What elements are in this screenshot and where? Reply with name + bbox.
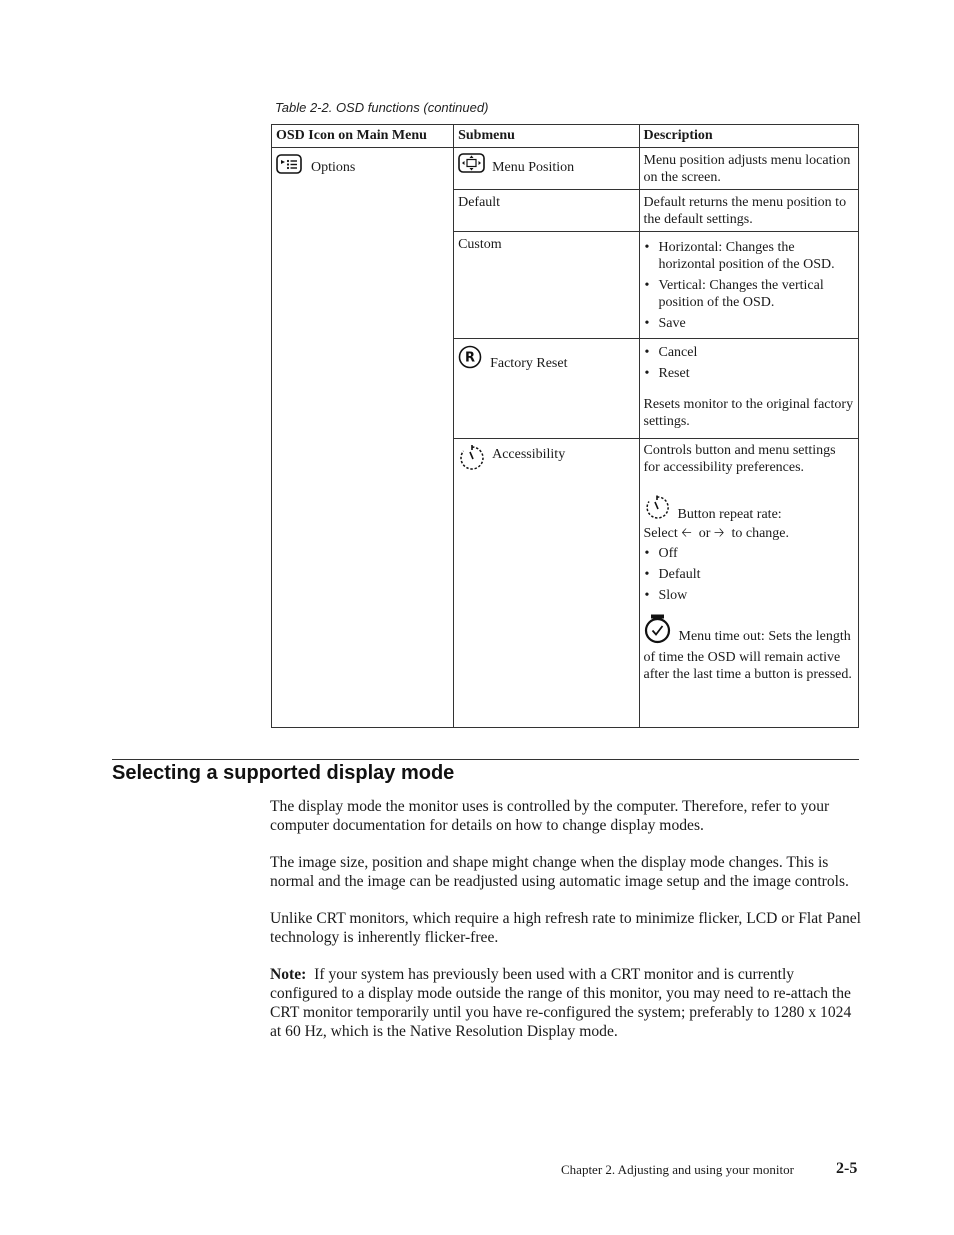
- section-divider: [112, 759, 859, 760]
- table-row: [272, 148, 859, 190]
- reset-options-list: [644, 344, 855, 382]
- select-mid: or: [698, 526, 711, 541]
- options-label: Options: [311, 160, 356, 175]
- description-text: Default returns the menu position to the default settings.: [643, 195, 847, 227]
- header-osd-icon: OSD Icon on Main Menu: [272, 125, 454, 148]
- table-caption: Table 2-2. OSD functions (continued): [275, 100, 489, 115]
- paragraph: Unlike CRT monitors, which require a high refresh rate to minimize flicker, LCD or Flat Panel technology is inherently flicker-free.: [270, 910, 862, 946]
- paragraph: The display mode the monitor uses is controlled by the computer. Therefore, refer to your computer documentation for details on how to change display modes.: [270, 798, 830, 834]
- menu-timeout-block: [644, 614, 855, 683]
- list-item: • Cancel: [644, 344, 855, 361]
- description-cell: [639, 339, 859, 439]
- menu-timeout-icon: [644, 614, 671, 649]
- main-menu-cell: [272, 148, 454, 728]
- button-repeat-icon: [644, 495, 670, 525]
- list-item: • Horizontal: Changes the horizontal position of the OSD.: [644, 239, 855, 273]
- note-paragraph: [270, 965, 862, 1041]
- description-cell: [639, 232, 859, 339]
- description-cell: [639, 190, 859, 232]
- header-description: Description: [639, 125, 859, 148]
- options-icon: [276, 154, 302, 179]
- table-header-row: [272, 125, 859, 148]
- select-instruction: [644, 525, 855, 542]
- description-text: Resets monitor to the original factory settings.: [643, 397, 854, 429]
- accessibility-icon: [458, 444, 486, 475]
- repeat-rate-list: [644, 545, 855, 604]
- submenu-cell: [454, 232, 639, 339]
- list-item: • Save: [644, 315, 855, 332]
- description-text: Controls button and menu settings for accessibility preferences.: [643, 443, 836, 475]
- arrow-left-icon: 🡠: [681, 526, 692, 541]
- factory-reset-icon: [458, 345, 482, 374]
- submenu-cell: [454, 148, 639, 190]
- footer-chapter: Chapter 2. Adjusting and using your monitor: [561, 1162, 794, 1177]
- section-title: Selecting a supported display mode: [112, 762, 455, 784]
- note-text: If your system has previously been used with a CRT monitor and is currently configured to a display mode outside the range of this monitor, you may need to re-attach the CRT monitor temporarily until you have re-configured the system; preferably to 1280 x 1024 at 60 Hz, which is the Native Resolution Display mode.: [270, 966, 852, 1040]
- submenu-label: Custom: [458, 237, 502, 252]
- section-body: [270, 797, 862, 1059]
- svg-text:R: R: [465, 350, 476, 366]
- list-item: • Slow: [644, 587, 855, 604]
- osd-functions-table: [271, 124, 859, 728]
- list-item: • Vertical: Changes the vertical position of the OSD.: [644, 277, 855, 311]
- submenu-label: Factory Reset: [490, 356, 568, 371]
- select-pre: Select: [643, 526, 678, 541]
- description-text: Menu position adjusts menu location on the screen.: [643, 153, 851, 185]
- submenu-cell: [454, 439, 639, 728]
- submenu-cell: [454, 190, 639, 232]
- custom-options-list: [644, 239, 855, 332]
- header-submenu: Submenu: [454, 125, 639, 148]
- arrow-right-icon: 🡢: [713, 526, 725, 541]
- submenu-label: Menu Position: [492, 160, 575, 175]
- button-repeat-label: Button repeat rate:: [677, 507, 782, 522]
- submenu-label: Accessibility: [492, 447, 566, 462]
- menu-timeout-text: Menu time out: Sets the length of time the OSD will remain active after the last time a button is pressed.: [643, 629, 852, 682]
- submenu-label: Default: [458, 195, 501, 210]
- description-cell: [639, 439, 859, 728]
- select-post: to change.: [731, 526, 789, 541]
- page-number: 2-5: [836, 1160, 858, 1177]
- submenu-cell: [454, 339, 639, 439]
- note-label: Note:: [270, 966, 307, 983]
- list-item: • Reset: [644, 365, 855, 382]
- menu-position-icon: [458, 153, 485, 178]
- paragraph: The image size, position and shape might change when the display mode changes. This is normal and the image can be readjusted using automatic image setup and the image controls.: [270, 854, 849, 890]
- list-item: • Default: [644, 566, 855, 583]
- list-item: • Off: [644, 545, 855, 562]
- description-cell: [639, 148, 859, 190]
